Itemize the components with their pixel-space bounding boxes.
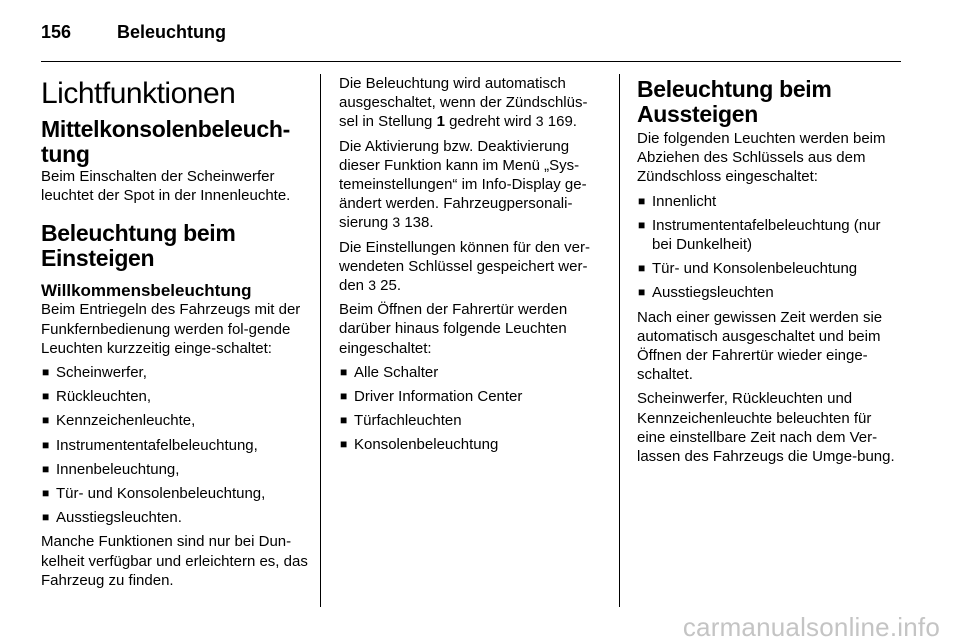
list-item: ■ Tür- und Konsolenbeleuchtung,	[42, 485, 266, 503]
bullet-icon: ■	[340, 364, 348, 379]
header-divider	[41, 61, 901, 62]
list-item: ■ Ausstiegsleuchten	[638, 284, 774, 302]
page-reference-link[interactable]: 25.	[380, 277, 402, 295]
heading-willkommensbeleuchtung: Willkommensbeleuchtung	[41, 281, 252, 301]
list-aussteigen	[637, 192, 903, 303]
list-fahrertuer	[339, 363, 605, 455]
bullet-icon: ■	[42, 486, 50, 501]
paragraph-nach-zeit: Nach einer gewissen Zeit werden sie automatisch ausgeschaltet und beim Öffnen der Fahrertür wieder einge-schaltet.	[637, 308, 883, 384]
list-willkommen	[41, 363, 313, 527]
column-2	[339, 74, 605, 460]
bullet-icon: ■	[42, 389, 50, 404]
list-item: ■ Ausstiegsleuchten.	[42, 509, 182, 527]
page-number: 156	[41, 22, 72, 42]
heading-mittelkonsolenbeleuchtung: Mittelkonsolenbeleuch- tung	[41, 116, 290, 167]
page-reference-icon: 3	[392, 214, 401, 231]
bullet-icon: ■	[638, 193, 646, 208]
page-reference-link[interactable]: 169.	[547, 113, 577, 131]
paragraph-aktivierung: Die Aktivierung bzw. Deaktivierung dieser Funktion kann im Menü „Sys-temeinstellungen“ im Info-Display ge-ändert werden. Fahrzeugpersonali-sierung 3 138.	[339, 137, 587, 232]
list-item: ■ Alle Schalter	[340, 363, 439, 381]
page-reference-icon: 3	[535, 113, 544, 130]
paragraph-mittelkonsole: Beim Einschalten der Scheinwerfer leuchtet der Spot in der Innenleuchte.	[41, 168, 291, 205]
page-reference-link[interactable]: 138.	[404, 214, 434, 232]
paragraph-scheinwerfer: Scheinwerfer, Rückleuchten und Kennzeichenleuchte beleuchten für eine einstellbare Zeit nach dem Ver-lassen des Fahrzeugs die Umge-bung.	[637, 390, 895, 466]
column-divider	[619, 74, 620, 607]
list-item: ■ Innenbeleuchtung,	[42, 460, 180, 478]
paragraph-abziehen: Die folgenden Leuchten werden beim Abziehen des Schlüssels aus dem Zündschloss eingeschaltet:	[637, 130, 886, 186]
bullet-icon: ■	[42, 437, 50, 452]
bullet-icon: ■	[340, 437, 348, 452]
list-item: ■ Rückleuchten,	[42, 388, 152, 406]
page-reference-icon: 3	[368, 277, 376, 294]
list-item: ■ Türfachleuchten	[340, 412, 462, 430]
section-title: Beleuchtung	[117, 22, 227, 42]
paragraph-willkommen: Beim Entriegeln des Fahrzeugs mit der Funkfernbedienung werden fol-gende Leuchten kurzzeitig einge-schaltet:	[41, 301, 301, 357]
bullet-icon: ■	[340, 389, 348, 404]
bullet-icon: ■	[638, 261, 646, 276]
bullet-icon: ■	[638, 285, 646, 300]
bullet-icon: ■	[42, 413, 50, 428]
bullet-icon: ■	[42, 365, 50, 380]
watermark: carmanualsonline.info	[682, 612, 940, 642]
column-divider	[320, 74, 321, 607]
paragraph-einstellungen: Die Einstellungen können für den ver-wendeten Schlüssel gespeichert wer-den 3 25.	[339, 238, 590, 295]
list-item: ■ Tür- und Konsolenbeleuchtung	[638, 260, 858, 278]
column-1	[41, 74, 313, 595]
column-3	[637, 74, 903, 471]
heading-beleuchtung-aussteigen: Beleuchtung beim Aussteigen	[637, 76, 832, 127]
bullet-icon: ■	[42, 510, 50, 525]
paragraph-fahrertuer: Beim Öffnen der Fahrertür werden darüber hinaus folgende Leuchten eingeschaltet:	[339, 301, 568, 357]
heading-beleuchtung-einsteigen: Beleuchtung beim Einsteigen	[41, 220, 236, 272]
list-item: ■ Instrumententafelbeleuchtung (nur bei Dunkelheit)	[638, 216, 881, 254]
bullet-icon: ■	[42, 461, 50, 476]
paragraph-automatisch: Die Beleuchtung wird automatisch ausgeschaltet, wenn der Zündschlüs-sel in Stellung 1 gedreht wird 3 169.	[339, 75, 588, 131]
list-item: ■ Driver Information Center	[340, 388, 523, 406]
list-item: ■ Konsolenbeleuchtung	[340, 436, 499, 454]
bullet-icon: ■	[340, 413, 348, 428]
bullet-icon: ■	[638, 217, 646, 232]
page-title: Lichtfunktionen	[41, 77, 236, 110]
paragraph-funktionen: Manche Funktionen sind nur bei Dun-kelheit verfügbar und erleichtern es, das Fahrzeug zu finden.	[41, 533, 308, 589]
list-item: ■ Kennzeichenleuchte,	[42, 412, 196, 430]
list-item: ■ Scheinwerfer,	[42, 364, 147, 382]
list-item: ■ Innenlicht	[638, 192, 717, 210]
list-item: ■ Instrumententafelbeleuchtung,	[42, 436, 258, 454]
